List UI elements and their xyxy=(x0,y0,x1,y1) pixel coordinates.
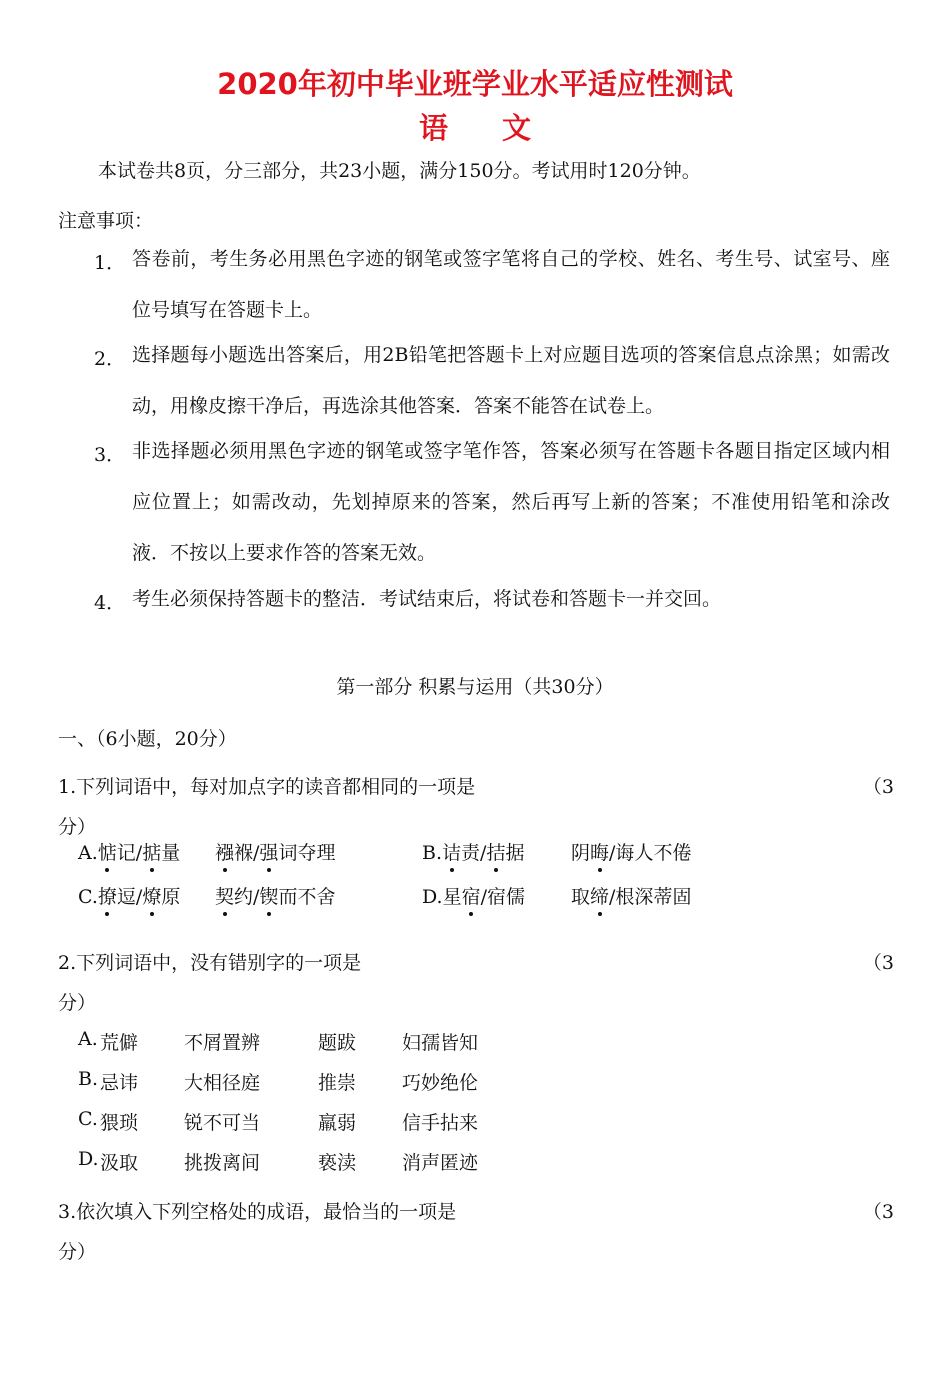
dotted-char: 诘 xyxy=(442,838,461,865)
q2-option-word: 锐不可当 xyxy=(184,1112,261,1134)
notice-item-2 xyxy=(94,344,894,424)
option-word: 褓/ xyxy=(234,842,260,864)
option-word: /宿 xyxy=(480,886,507,908)
q2-option-word: 羸弱 xyxy=(318,1112,357,1134)
q2-option-word: 推崇 xyxy=(318,1072,357,1094)
q2-option-b-label: B. xyxy=(78,1068,99,1090)
dotted-char: 锲 xyxy=(259,882,278,909)
dotted-char: 缔 xyxy=(590,882,609,909)
option-word: 蒂固 xyxy=(653,886,692,908)
option-word: 星 xyxy=(442,886,462,908)
notice-item-4 xyxy=(94,588,894,628)
question-score-end: 分） xyxy=(58,1241,97,1263)
option-label: B. xyxy=(422,842,443,864)
notice-heading: 注意事项： xyxy=(58,210,154,232)
exam-subject: 语 文 xyxy=(418,111,554,145)
option-word: 记/ xyxy=(116,842,143,864)
q2-option-word: 挑拨离间 xyxy=(184,1152,261,1174)
notice-item-1 xyxy=(94,248,894,328)
q2-option-word: 汲取 xyxy=(100,1152,139,1174)
q2-option-word: 妇孺皆知 xyxy=(402,1032,479,1054)
notice-text: 选择题每小题选出答案后，用2B铅笔把答题卡上对应题目选项的答案信息点涂黑；如需改动，用橡皮擦干净后，再选涂其他答案．答案不能答在试卷上。 xyxy=(132,344,890,417)
q2-option-word: 巧妙绝伦 xyxy=(402,1072,479,1094)
q1-option-b xyxy=(422,838,524,865)
option-word: 逗/ xyxy=(116,886,143,908)
option-label: A. xyxy=(78,842,98,864)
q1-option-d xyxy=(422,882,525,909)
option-word: 约/ xyxy=(234,886,260,908)
q2-option-word: 亵渎 xyxy=(318,1152,357,1174)
q1-option-a xyxy=(78,838,180,865)
q2-option-word: 消声匿迹 xyxy=(402,1152,479,1174)
q2-option-word: 大相径庭 xyxy=(184,1072,261,1094)
q1-option-d-word2 xyxy=(571,882,691,909)
dotted-char: 契 xyxy=(215,882,234,909)
question-score: （3 xyxy=(862,952,894,974)
q1-option-a-word2 xyxy=(215,838,335,865)
dotted-char: 宿 xyxy=(462,882,481,909)
option-word: 取 xyxy=(571,886,591,908)
option-label: D. xyxy=(422,886,443,908)
q1-option-b-word2 xyxy=(571,838,691,865)
notice-number: 2． xyxy=(94,348,126,370)
question-score: （3 xyxy=(862,776,894,798)
notice-number: 1． xyxy=(94,252,126,274)
option-word: 阴 xyxy=(571,842,591,864)
question-score-end: 分） xyxy=(58,816,97,838)
notice-text: 答卷前，考生务必用黑色字迹的钢笔或签字笔将自己的学校、姓名、考生号、试室号、座位号填写在答题卡上。 xyxy=(132,248,890,321)
option-label: C. xyxy=(78,886,98,908)
q2-option-word: 猥琐 xyxy=(100,1112,139,1134)
dotted-char: 燎 xyxy=(142,882,161,909)
q2-option-word: 题跋 xyxy=(318,1032,357,1054)
q2-option-c-label: C. xyxy=(78,1108,98,1130)
dotted-char: 掂 xyxy=(142,838,161,865)
option-word: 儒 xyxy=(506,886,526,908)
option-word: 而不舍 xyxy=(278,886,336,908)
question-text: 1.下列词语中，每对加点字的读音都相同的一项是 xyxy=(58,776,476,798)
question-score-end: 分） xyxy=(58,992,97,1014)
option-word: 量 xyxy=(161,842,181,864)
q1-option-c-word2 xyxy=(215,882,335,909)
option-word: 原 xyxy=(161,886,181,908)
option-word: 据 xyxy=(505,842,525,864)
notice-item-3 xyxy=(94,440,894,570)
notice-text: 考生必须保持答题卡的整洁．考试结束后，将试卷和答题卡一并交回。 xyxy=(132,588,722,610)
q2-option-d-label: D. xyxy=(78,1148,99,1170)
section-title: 第一部分 积累与运用（共30分） xyxy=(336,676,614,698)
q2-option-word: 信手拈来 xyxy=(402,1112,479,1134)
dotted-char: 晦 xyxy=(590,838,609,865)
notice-number: 3． xyxy=(94,444,126,466)
notice-text: 非选择题必须用黑色字迹的钢笔或签字笔作答，答案必须写在答题卡各题目指定区域内相应位置上；如需改动，先划掉原来的答案，然后再写上新的答案；不准使用铅笔和涂改液．不按以上要求作答的答案无效。 xyxy=(132,440,890,564)
question-text: 3.依次填入下列空格处的成语，最恰当的一项是 xyxy=(58,1201,457,1223)
section-group: 一、（6小题，20分） xyxy=(58,728,237,750)
dotted-char: 撩 xyxy=(98,882,117,909)
dotted-char: 襁 xyxy=(215,838,234,865)
option-word: 人不倦 xyxy=(634,842,692,864)
option-word: 责/ xyxy=(461,842,487,864)
dotted-char: 拮 xyxy=(486,838,505,865)
q2-option-word: 荒僻 xyxy=(100,1032,139,1054)
question-score: （3 xyxy=(862,1201,894,1223)
option-word: 词夺理 xyxy=(278,842,336,864)
question-text: 2.下列词语中，没有错别字的一项是 xyxy=(58,952,362,974)
dotted-char: 强 xyxy=(259,838,278,865)
q2-option-word: 忌讳 xyxy=(100,1072,139,1094)
q1-option-c xyxy=(78,882,180,909)
dotted-char: 惦 xyxy=(98,838,117,865)
q2-option-word: 不屑置辨 xyxy=(184,1032,261,1054)
notice-number: 4． xyxy=(94,592,126,614)
option-word: /诲 xyxy=(609,842,635,864)
option-word: /根深 xyxy=(609,886,654,908)
exam-title: 2020年初中毕业班学业水平适应性测试 xyxy=(217,67,733,101)
exam-intro: 本试卷共8页，分三部分，共23小题，满分150分。考试用时120分钟。 xyxy=(98,160,701,182)
q2-option-a-label: A. xyxy=(78,1028,98,1050)
